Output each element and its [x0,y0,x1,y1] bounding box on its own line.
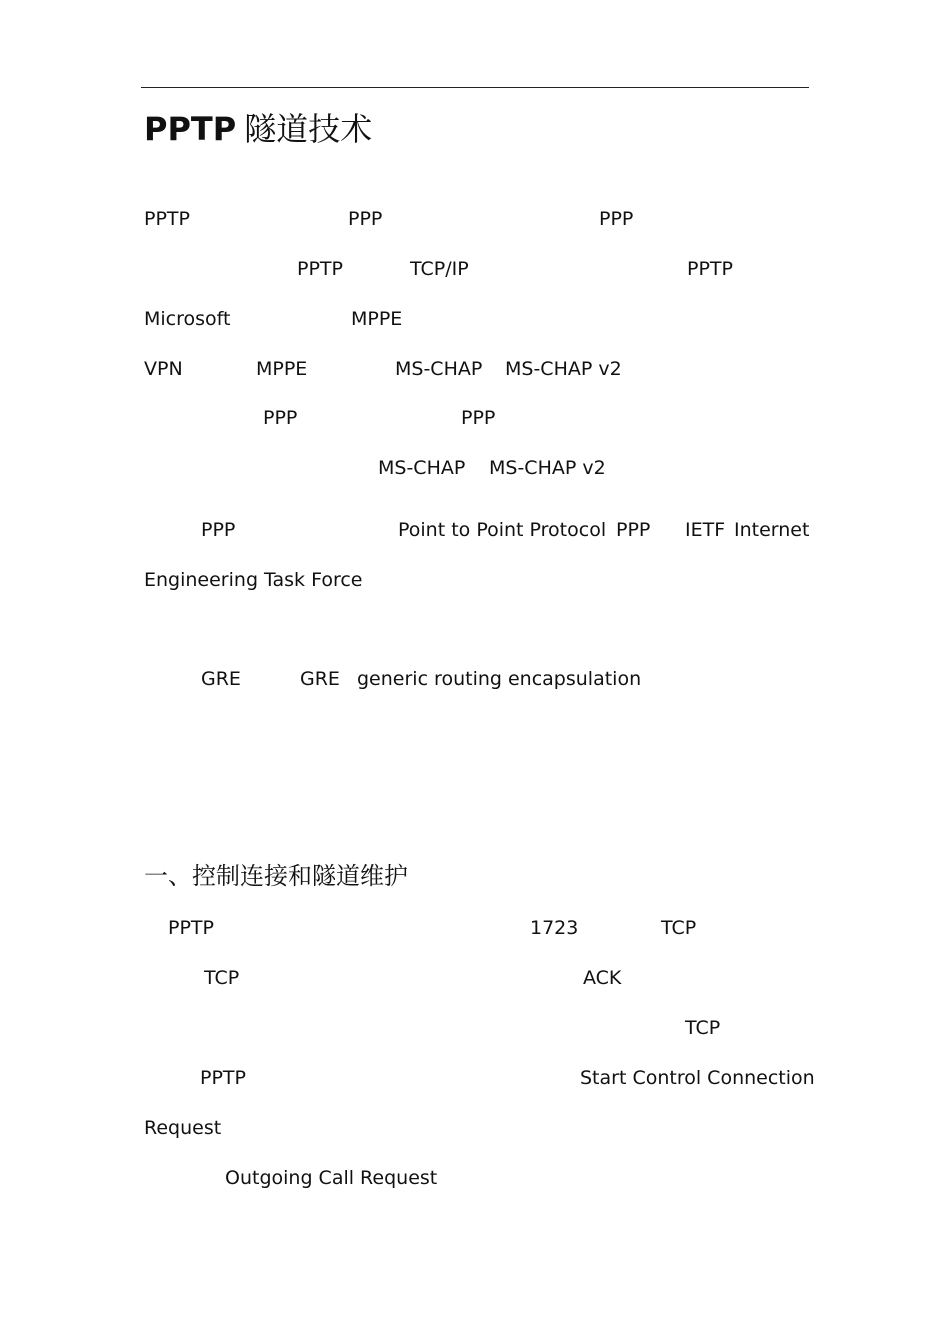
text-fragment: GRE [300,668,340,690]
text-fragment: MS-CHAP [378,457,466,479]
text-fragment: Point to Point Protocol [398,519,607,541]
text-fragment: Internet [734,519,810,541]
text-fragment: MS-CHAP v2 [489,457,606,479]
document-title [144,108,372,150]
text-fragment: PPP [616,519,651,541]
text-fragment: TCP [204,967,240,989]
text-fragment: PPTP [200,1067,246,1089]
text-fragment: 1723 [530,917,579,939]
text-fragment: PPTP [687,258,733,280]
text-fragment: PPTP [144,208,190,230]
title-cjk: 隧道技术 [244,110,373,148]
section-heading: 一、控制连接和隧道维护 [144,862,408,890]
text-fragment: PPP [348,208,383,230]
text-fragment: ACK [583,967,622,989]
text-fragment: MS-CHAP [395,358,483,380]
text-fragment: PPTP [297,258,343,280]
text-fragment: PPTP [168,917,214,939]
text-fragment: Microsoft [144,308,231,330]
text-fragment: VPN [144,358,183,380]
text-fragment: Request [144,1117,222,1139]
text-fragment: IETF [685,519,726,541]
text-fragment: Outgoing Call Request [225,1167,438,1189]
header-rule [141,87,809,88]
text-fragment: MPPE [256,358,308,380]
text-fragment: Engineering Task Force [144,569,363,591]
text-fragment: Start Control Connection [580,1067,815,1089]
text-fragment: TCP [685,1017,721,1039]
text-fragment: PPP [263,407,298,429]
text-fragment: GRE [201,668,241,690]
text-fragment: TCP/IP [410,258,469,280]
text-fragment: PPP [599,208,634,230]
text-fragment: PPP [461,407,496,429]
text-fragment: PPP [201,519,236,541]
title-latin: PPTP [144,110,237,148]
text-fragment: MPPE [351,308,403,330]
text-fragment: MS-CHAP v2 [505,358,622,380]
text-fragment: TCP [661,917,697,939]
text-fragment: generic routing encapsulation [357,668,642,690]
